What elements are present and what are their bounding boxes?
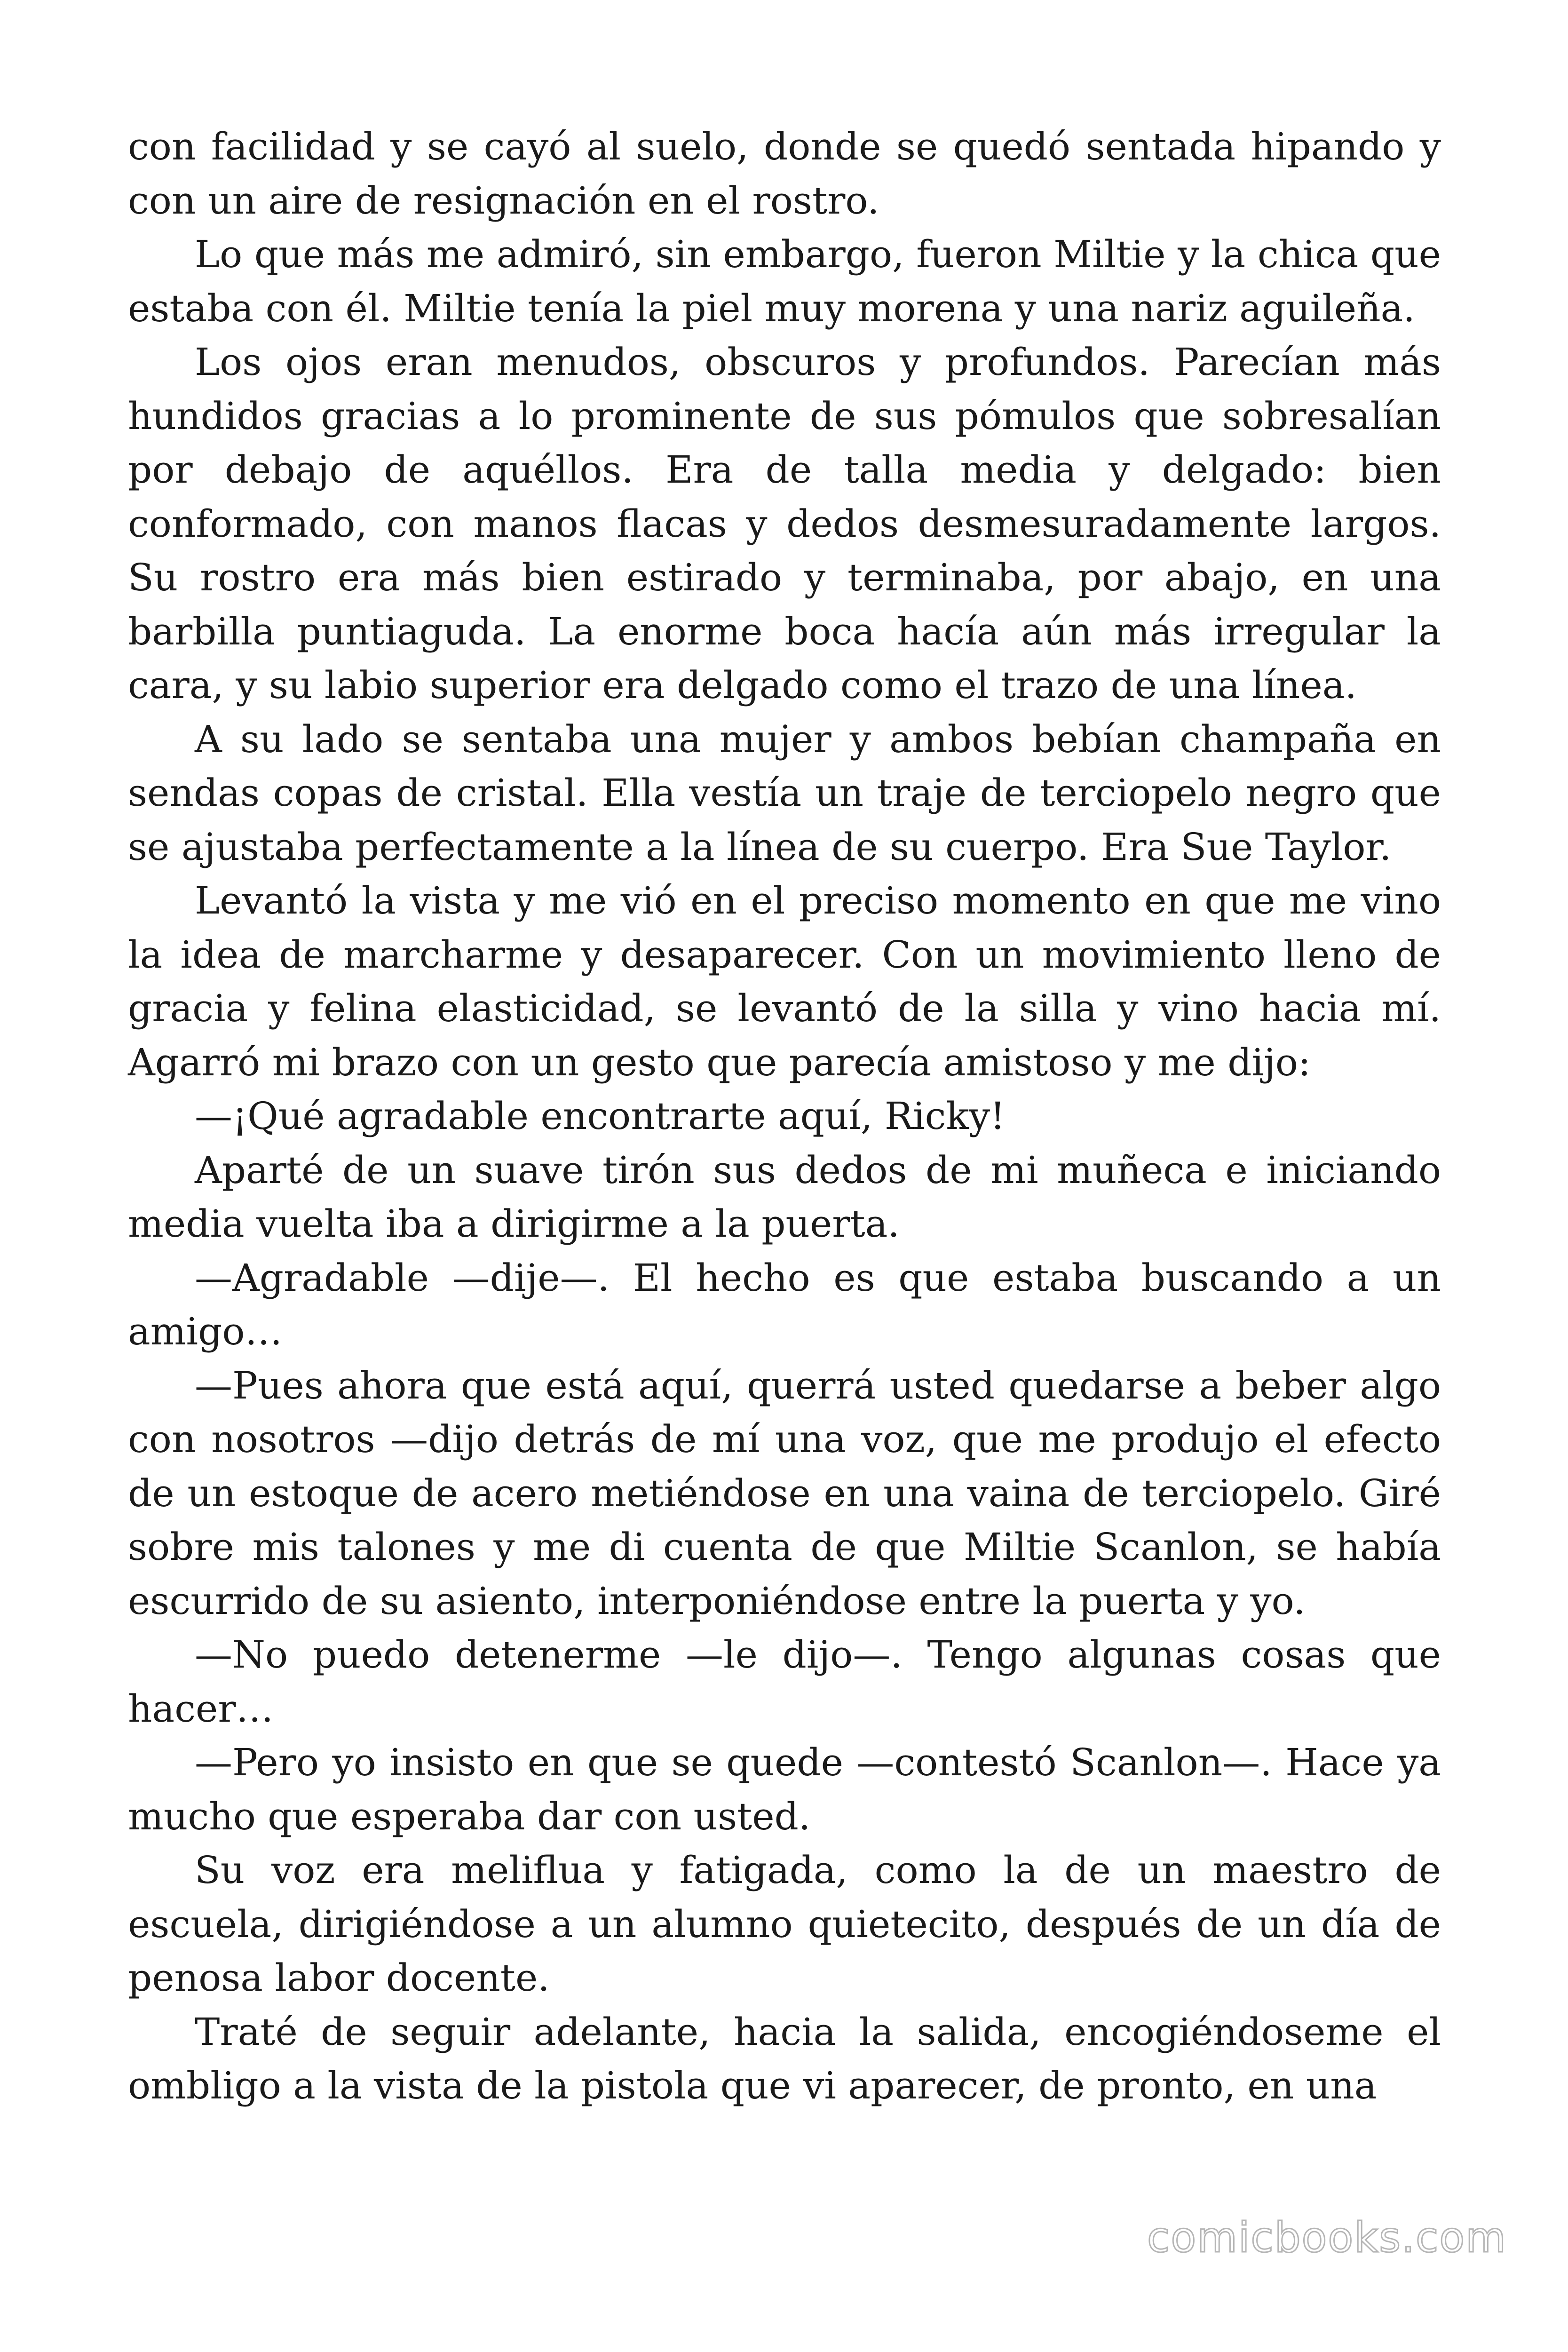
- paragraph: A su lado se sentaba una mujer y ambos bebían champaña en sendas copas de cristal. Ella vestía un traje de terciopelo negro que se ajustaba perfectamente a la línea de su cuerpo. Era Sue Taylor.: [128, 717, 1441, 869]
- paragraph: Aparté de un suave tirón sus dedos de mi muñeca e iniciando media vuelta iba a dirigirme a la puerta.: [128, 1148, 1441, 1246]
- dialogue-paragraph: —Pues ahora que está aquí, querrá usted quedarse a beber algo con nosotros —dijo detrás de mí una voz, que me produjo el efecto de un estoque de acero metiéndose en una vaina de terciopelo. Giré sobre mis talones y me di cuenta de que Miltie Scanlon, se había escurrido de su asiento, interponiéndose entre la puerta y yo.: [128, 1363, 1441, 1623]
- page-text-body: [128, 120, 1441, 2113]
- watermark-text: comicbooks.com: [1147, 2213, 1507, 2262]
- paragraph: Los ojos eran menudos, obscuros y profundos. Parecían más hundidos gracias a lo prominente de sus pómulos que sobresalían por debajo de aquéllos. Era de talla media y delgado: bien conformado, con manos flacas y dedos desmesuradamente largos. Su rostro era más bien estirado y terminaba, por abajo, en una barbilla puntiaguda. La enorme boca hacía aún más irregular la cara, y su labio superior era delgado como el trazo de una línea.: [128, 340, 1441, 707]
- paragraph: Su voz era meliflua y fatigada, como la de un maestro de escuela, dirigiéndose a un alumno quietecito, después de un día de penosa labor docente.: [128, 1848, 1441, 2000]
- paragraph: Levantó la vista y me vió en el preciso momento en que me vino la idea de marcharme y desaparecer. Con un movimiento lleno de gracia y felina elasticidad, se levantó de la silla y vino hacia mí. Agarró mi brazo con un gesto que parecía amistoso y me dijo:: [128, 879, 1441, 1084]
- paragraph-continuation: con facilidad y se cayó al suelo, donde se quedó sentada hipando y con un aire de resignación en el rostro.: [128, 125, 1441, 222]
- dialogue-paragraph: —Agradable —dije—. El hecho es que estaba buscando a un amigo…: [128, 1255, 1441, 1353]
- dialogue-paragraph: —¡Qué agradable encontrarte aquí, Ricky!: [195, 1094, 1006, 1138]
- paragraph: Lo que más me admiró, sin embargo, fueron Miltie y la chica que estaba con él. Miltie tenía la piel muy morena y una nariz aguileña.: [128, 232, 1441, 330]
- paragraph: Traté de seguir adelante, hacia la salida, encogiéndoseme el ombligo a la vista de la pistola que vi aparecer, de pronto, en una: [128, 2010, 1441, 2107]
- dialogue-paragraph: —Pero yo insisto en que se quede —contestó Scanlon—. Hace ya mucho que esperaba dar con usted.: [128, 1740, 1441, 1838]
- dialogue-paragraph: —No puedo detenerme —le dijo—. Tengo algunas cosas que hacer…: [128, 1633, 1441, 1731]
